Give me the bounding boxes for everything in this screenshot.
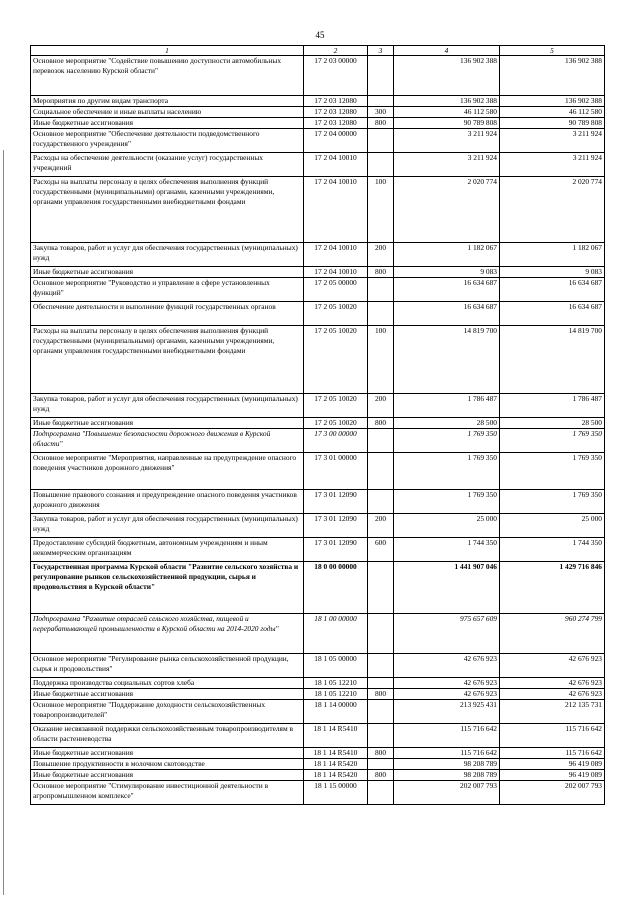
table-row xyxy=(31,278,605,302)
row-vr-cell xyxy=(368,654,394,678)
row-code-cell: 17 3 01 00000 xyxy=(304,453,368,490)
row-name-cell: Закупка товаров, работ и услуг для обеспечения государственных (муниципальных) нужд xyxy=(31,514,304,538)
table-row xyxy=(31,302,605,326)
row-amount-1-cell: 975 657 609 xyxy=(394,614,500,654)
row-name-cell: Закупка товаров, работ и услуг для обеспечения государственных (муниципальных) нужд xyxy=(31,243,304,267)
table-row xyxy=(31,429,605,453)
row-name-cell: Иные бюджетные ассигнования xyxy=(31,118,304,129)
table-row xyxy=(31,562,605,614)
table-row xyxy=(31,724,605,748)
row-amount-1-cell: 1 744 350 xyxy=(394,538,500,562)
table-header-row xyxy=(31,46,605,56)
row-name-cell: Подпрограмма "Повышение безопасности дорожного движения в Курской области" xyxy=(31,429,304,453)
row-vr-cell: 800 xyxy=(368,748,394,759)
row-vr-cell xyxy=(368,153,394,177)
table-row xyxy=(31,394,605,418)
row-code-cell: 18 1 05 12210 xyxy=(304,678,368,689)
header-col-code: 2 xyxy=(304,46,368,56)
row-name-cell: Иные бюджетные ассигнования xyxy=(31,267,304,278)
row-vr-cell: 800 xyxy=(368,267,394,278)
row-amount-1-cell: 98 208 789 xyxy=(394,759,500,770)
row-amount-1-cell: 202 007 793 xyxy=(394,781,500,805)
row-vr-cell xyxy=(368,724,394,748)
row-vr-cell xyxy=(368,278,394,302)
row-vr-cell: 100 xyxy=(368,326,394,394)
row-amount-2-cell: 96 419 089 xyxy=(500,770,605,781)
table-row xyxy=(31,129,605,153)
row-name-cell: Повышение правового сознания и предупреждение опасного поведения участников дорожного движения xyxy=(31,490,304,514)
budget-table xyxy=(30,45,605,805)
row-vr-cell: 100 xyxy=(368,177,394,243)
row-amount-1-cell: 3 211 924 xyxy=(394,129,500,153)
row-code-cell: 18 1 05 12210 xyxy=(304,689,368,700)
row-code-cell: 17 2 04 10010 xyxy=(304,243,368,267)
row-amount-1-cell: 90 789 808 xyxy=(394,118,500,129)
row-amount-2-cell: 16 634 687 xyxy=(500,278,605,302)
row-vr-cell: 200 xyxy=(368,514,394,538)
table-row xyxy=(31,267,605,278)
header-col-vr: 3 xyxy=(368,46,394,56)
row-vr-cell: 200 xyxy=(368,243,394,267)
table-row xyxy=(31,538,605,562)
row-amount-1-cell: 46 112 580 xyxy=(394,107,500,118)
row-name-cell: Оказание несвязанной поддержки сельскохозяйственным товаропроизводителям в области растениеводства xyxy=(31,724,304,748)
row-vr-cell xyxy=(368,678,394,689)
row-code-cell: 17 2 04 10010 xyxy=(304,177,368,243)
row-name-cell: Предоставление субсидий бюджетным, автономным учреждениям и иным некоммерческим организациям xyxy=(31,538,304,562)
row-name-cell: Основное мероприятие "Мероприятия, направленные на предупреждение опасного поведения участников дорожного движения" xyxy=(31,453,304,490)
table-row xyxy=(31,243,605,267)
row-code-cell: 17 3 01 12090 xyxy=(304,514,368,538)
row-amount-2-cell: 136 902 388 xyxy=(500,56,605,96)
row-name-cell: Поддержка производства социальных сортов хлеба xyxy=(31,678,304,689)
row-amount-1-cell: 2 020 774 xyxy=(394,177,500,243)
row-amount-2-cell: 115 716 642 xyxy=(500,724,605,748)
row-code-cell: 17 2 04 10010 xyxy=(304,267,368,278)
scan-edge-line xyxy=(3,150,4,895)
row-code-cell: 18 1 00 00000 xyxy=(304,614,368,654)
row-code-cell: 17 2 03 12080 xyxy=(304,96,368,107)
row-amount-2-cell: 1 769 350 xyxy=(500,429,605,453)
row-vr-cell xyxy=(368,614,394,654)
row-vr-cell: 800 xyxy=(368,689,394,700)
table-row xyxy=(31,781,605,805)
row-name-cell: Повышение продуктивности в молочном скотоводстве xyxy=(31,759,304,770)
row-name-cell: Обеспечение деятельности и выполнение функций государственных органов xyxy=(31,302,304,326)
table-row xyxy=(31,418,605,429)
row-vr-cell xyxy=(368,302,394,326)
row-code-cell: 17 2 05 10020 xyxy=(304,418,368,429)
row-code-cell: 18 1 14 R5410 xyxy=(304,724,368,748)
row-code-cell: 17 3 00 00000 xyxy=(304,429,368,453)
table-row xyxy=(31,514,605,538)
row-amount-2-cell: 115 716 642 xyxy=(500,748,605,759)
row-amount-2-cell: 202 007 793 xyxy=(500,781,605,805)
row-amount-2-cell: 1 769 350 xyxy=(500,490,605,514)
row-code-cell: 17 2 05 00000 xyxy=(304,278,368,302)
row-name-cell: Государственная программа Курской области "Развитие сельского хозяйства и регулирование рынков сельскохозяйственной продукции, сырья и продовольствия в Курской области" xyxy=(31,562,304,614)
row-amount-1-cell: 115 716 642 xyxy=(394,724,500,748)
row-vr-cell xyxy=(368,129,394,153)
row-amount-1-cell: 16 634 687 xyxy=(394,302,500,326)
row-code-cell: 17 2 03 12080 xyxy=(304,118,368,129)
row-amount-2-cell: 25 000 xyxy=(500,514,605,538)
row-vr-cell: 200 xyxy=(368,394,394,418)
row-amount-1-cell: 14 819 700 xyxy=(394,326,500,394)
table-row xyxy=(31,56,605,96)
row-amount-1-cell: 213 925 431 xyxy=(394,700,500,724)
row-amount-2-cell: 96 419 089 xyxy=(500,759,605,770)
row-amount-2-cell: 2 020 774 xyxy=(500,177,605,243)
row-vr-cell: 800 xyxy=(368,418,394,429)
row-code-cell: 18 0 00 00000 xyxy=(304,562,368,614)
row-vr-cell xyxy=(368,781,394,805)
row-code-cell: 17 2 04 10010 xyxy=(304,153,368,177)
row-amount-2-cell: 16 634 687 xyxy=(500,302,605,326)
table-row xyxy=(31,654,605,678)
row-code-cell: 18 1 14 R5410 xyxy=(304,748,368,759)
row-amount-2-cell: 3 211 924 xyxy=(500,153,605,177)
row-amount-1-cell: 98 208 789 xyxy=(394,770,500,781)
row-vr-cell xyxy=(368,453,394,490)
row-code-cell: 17 3 01 12090 xyxy=(304,538,368,562)
budget-table-body xyxy=(31,56,605,805)
row-amount-2-cell: 1 182 067 xyxy=(500,243,605,267)
row-vr-cell: 300 xyxy=(368,107,394,118)
row-amount-2-cell: 42 676 923 xyxy=(500,654,605,678)
table-row xyxy=(31,700,605,724)
row-amount-2-cell: 9 083 xyxy=(500,267,605,278)
row-amount-1-cell: 136 902 388 xyxy=(394,96,500,107)
row-name-cell: Иные бюджетные ассигнования xyxy=(31,748,304,759)
row-code-cell: 18 1 14 R5420 xyxy=(304,759,368,770)
table-row xyxy=(31,453,605,490)
row-name-cell: Основное мероприятие "Обеспечение деятельности подведомственного государственного учреждения" xyxy=(31,129,304,153)
row-code-cell: 18 1 15 00000 xyxy=(304,781,368,805)
row-vr-cell: 600 xyxy=(368,538,394,562)
row-code-cell: 17 2 05 10020 xyxy=(304,326,368,394)
table-row xyxy=(31,118,605,129)
row-amount-1-cell: 25 000 xyxy=(394,514,500,538)
table-row xyxy=(31,490,605,514)
row-vr-cell xyxy=(368,562,394,614)
row-amount-2-cell: 1 769 350 xyxy=(500,453,605,490)
table-row xyxy=(31,177,605,243)
row-vr-cell: 800 xyxy=(368,118,394,129)
table-row xyxy=(31,326,605,394)
row-amount-2-cell: 1 744 350 xyxy=(500,538,605,562)
table-row xyxy=(31,107,605,118)
row-vr-cell xyxy=(368,429,394,453)
row-vr-cell xyxy=(368,490,394,514)
row-amount-1-cell: 42 676 923 xyxy=(394,654,500,678)
row-amount-2-cell: 90 789 808 xyxy=(500,118,605,129)
row-amount-1-cell: 16 634 687 xyxy=(394,278,500,302)
row-name-cell: Иные бюджетные ассигнования xyxy=(31,770,304,781)
header-col-name: 1 xyxy=(31,46,304,56)
row-amount-2-cell: 212 135 731 xyxy=(500,700,605,724)
header-col-amount-1: 4 xyxy=(394,46,500,56)
row-code-cell: 17 2 03 00000 xyxy=(304,56,368,96)
row-code-cell: 18 1 14 R5420 xyxy=(304,770,368,781)
table-row xyxy=(31,689,605,700)
row-name-cell: Основное мероприятие "Стимулирование инвестиционной деятельности в агропромышленном комплексе" xyxy=(31,781,304,805)
row-name-cell: Основное мероприятие "Поддержание доходности сельскохозяйственных товаропроизводителей" xyxy=(31,700,304,724)
row-vr-cell: 800 xyxy=(368,770,394,781)
row-code-cell: 17 2 03 12080 xyxy=(304,107,368,118)
page-number: 45 xyxy=(315,30,325,40)
row-name-cell: Иные бюджетные ассигнования xyxy=(31,689,304,700)
header-col-amount-2: 5 xyxy=(500,46,605,56)
row-amount-1-cell: 1 182 067 xyxy=(394,243,500,267)
row-amount-1-cell: 1 441 907 046 xyxy=(394,562,500,614)
row-amount-2-cell: 14 819 700 xyxy=(500,326,605,394)
row-name-cell: Основное мероприятие "Руководство и управление в сфере установленных функций" xyxy=(31,278,304,302)
row-code-cell: 17 2 05 10020 xyxy=(304,394,368,418)
row-name-cell: Подпрограмма "Развитие отраслей сельского хозяйства, пищевой и перерабатывающей промышленности в Курской области на 2014-2020 годы" xyxy=(31,614,304,654)
table-row xyxy=(31,614,605,654)
row-amount-2-cell: 28 500 xyxy=(500,418,605,429)
row-amount-1-cell: 3 211 924 xyxy=(394,153,500,177)
row-amount-2-cell: 960 274 799 xyxy=(500,614,605,654)
row-amount-2-cell: 46 112 580 xyxy=(500,107,605,118)
row-name-cell: Иные бюджетные ассигнования xyxy=(31,418,304,429)
row-amount-1-cell: 1 769 350 xyxy=(394,429,500,453)
row-vr-cell xyxy=(368,96,394,107)
row-amount-2-cell: 42 676 923 xyxy=(500,678,605,689)
row-amount-2-cell: 42 676 923 xyxy=(500,689,605,700)
table-row xyxy=(31,759,605,770)
row-code-cell: 17 3 01 12090 xyxy=(304,490,368,514)
row-amount-1-cell: 1 786 487 xyxy=(394,394,500,418)
row-amount-1-cell: 115 716 642 xyxy=(394,748,500,759)
row-vr-cell xyxy=(368,759,394,770)
table-row xyxy=(31,678,605,689)
row-vr-cell xyxy=(368,56,394,96)
row-code-cell: 18 1 05 00000 xyxy=(304,654,368,678)
row-name-cell: Расходы на выплаты персоналу в целях обеспечения выполнения функций государственными (муниципальными) органами, казенными учреждениями, органами управления государственными внебюджетными фондами xyxy=(31,177,304,243)
row-vr-cell xyxy=(368,700,394,724)
row-amount-2-cell: 3 211 924 xyxy=(500,129,605,153)
table-row xyxy=(31,153,605,177)
row-name-cell: Расходы на обеспечение деятельности (оказание услуг) государственных учреждений xyxy=(31,153,304,177)
row-amount-2-cell: 1 429 716 846 xyxy=(500,562,605,614)
row-amount-1-cell: 9 083 xyxy=(394,267,500,278)
row-code-cell: 17 2 04 00000 xyxy=(304,129,368,153)
row-name-cell: Расходы на выплаты персоналу в целях обеспечения выполнения функций государственными (муниципальными) органами, казенными учреждениями, органами управления государственными внебюджетными фондами xyxy=(31,326,304,394)
row-name-cell: Основное мероприятие "Содействие повышению доступности автомобильных перевозок населению Курской области" xyxy=(31,56,304,96)
row-code-cell: 17 2 05 10020 xyxy=(304,302,368,326)
row-code-cell: 18 1 14 00000 xyxy=(304,700,368,724)
row-name-cell: Социальное обеспечение и иные выплаты населению xyxy=(31,107,304,118)
row-name-cell: Основное мероприятие "Регулирование рынка сельскохозяйственной продукции, сырья и продовольствия" xyxy=(31,654,304,678)
row-name-cell: Закупка товаров, работ и услуг для обеспечения государственных (муниципальных) нужд xyxy=(31,394,304,418)
row-amount-1-cell: 28 500 xyxy=(394,418,500,429)
row-amount-2-cell: 136 902 388 xyxy=(500,96,605,107)
table-row xyxy=(31,748,605,759)
row-amount-1-cell: 42 676 923 xyxy=(394,678,500,689)
row-amount-2-cell: 1 786 487 xyxy=(500,394,605,418)
table-row xyxy=(31,96,605,107)
row-amount-1-cell: 42 676 923 xyxy=(394,689,500,700)
row-amount-1-cell: 136 902 388 xyxy=(394,56,500,96)
row-name-cell: Мероприятия по другим видам транспорта xyxy=(31,96,304,107)
table-row xyxy=(31,770,605,781)
row-amount-1-cell: 1 769 350 xyxy=(394,490,500,514)
row-amount-1-cell: 1 769 350 xyxy=(394,453,500,490)
